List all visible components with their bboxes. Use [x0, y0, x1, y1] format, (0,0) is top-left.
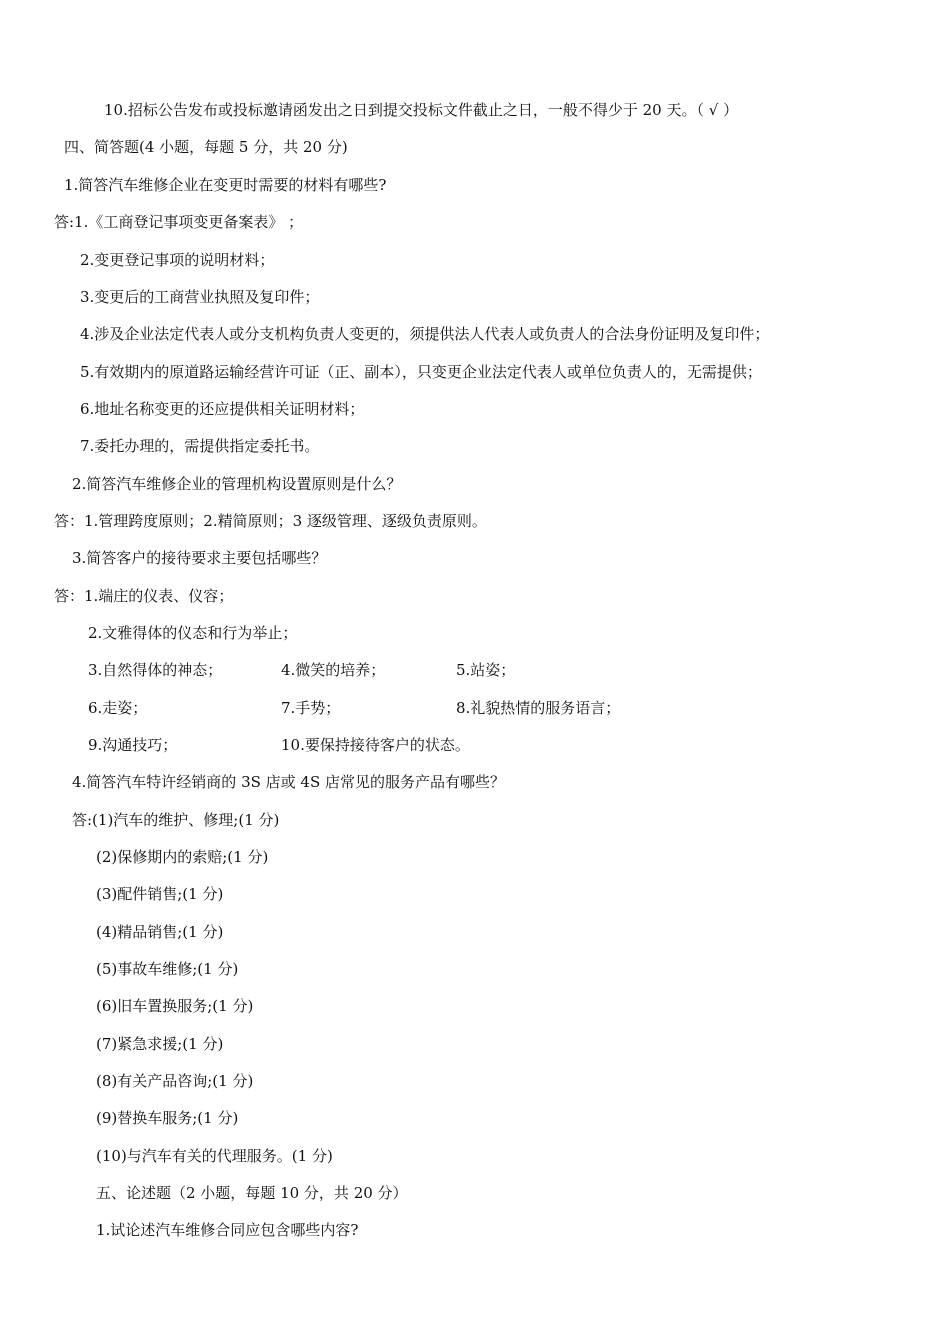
- answer-1-item-2: 2.变更登记事项的说明材料；: [80, 251, 275, 269]
- answer-4-item-5: (5)事故车维修;(1 分): [96, 960, 239, 978]
- answer-3-item-2: 2.文雅得体的仪态和行为举止；: [88, 624, 298, 642]
- answer-4-item-3: (3)配件销售;(1 分): [96, 885, 224, 903]
- answer-2: 答：1.管理跨度原则；2.精简原则；3 逐级管理、逐级负责原则。: [54, 512, 487, 530]
- true-false-item-10: 10.招标公告发布或投标邀请函发出之日到提交投标文件截止之日，一般不得少于 20 天。（ √ ）: [104, 101, 739, 119]
- answer-3-item-10: 10.要保持接待客户的状态。: [281, 736, 470, 754]
- answer-4-item-2: (2)保修期内的索赔;(1 分): [96, 848, 269, 866]
- answer-3-item-6: 6.走姿；: [88, 699, 148, 717]
- answer-4-item-4: (4)精品销售;(1 分): [96, 923, 224, 941]
- answer-4-item-7: (7)紧急求援;(1 分): [96, 1035, 224, 1053]
- section-heading-essay: 五、论述题（2 小题，每题 10 分，共 20 分）: [96, 1184, 408, 1202]
- answer-3-item-8: 8.礼貌热情的服务语言；: [456, 699, 621, 717]
- question-3: 3.简答客户的接待要求主要包括哪些？: [72, 549, 327, 567]
- answer-1-item-6: 6.地址名称变更的还应提供相关证明材料；: [80, 400, 365, 418]
- answer-1-item-7: 7.委托办理的，需提供指定委托书。: [80, 437, 320, 455]
- answer-4-item-1: 答:(1)汽车的维护、修理;(1 分): [72, 811, 280, 829]
- answer-3-item-5: 5.站姿；: [456, 661, 516, 679]
- answer-3-item-1: 答：1.端庄的仪表、仪容；: [54, 587, 234, 605]
- answer-4-item-9: (9)替换车服务;(1 分): [96, 1109, 239, 1127]
- question-4: 4.简答汽车特许经销商的 3S 店或 4S 店常见的服务产品有哪些？: [72, 773, 506, 791]
- answer-4-item-6: (6)旧车置换服务;(1 分): [96, 997, 254, 1015]
- answer-1-item-3: 3.变更后的工商营业执照及复印件；: [80, 288, 320, 306]
- answer-1-item-5: 5.有效期内的原道路运输经营许可证（正、副本），只变更企业法定代表人或单位负责人的，无需提供；: [80, 363, 762, 381]
- answer-3-item-3: 3.自然得体的神态；: [88, 661, 223, 679]
- answer-4-item-8: (8)有关产品咨询;(1 分): [96, 1072, 254, 1090]
- answer-3-item-4: 4.微笑的培养；: [281, 661, 386, 679]
- essay-question-1: 1.试论述汽车维修合同应包含哪些内容?: [96, 1221, 359, 1239]
- question-2: 2.简答汽车维修企业的管理机构设置原则是什么？: [72, 475, 402, 493]
- answer-3-item-7: 7.手势；: [281, 699, 341, 717]
- answer-1-item-4: 4.涉及企业法定代表人或分支机构负责人变更的，须提供法人代表人或负责人的合法身份证明及复印件；: [80, 325, 770, 343]
- question-1: 1.简答汽车维修企业在变更时需要的材料有哪些?: [64, 176, 387, 194]
- answer-1-item-1: 答:1.《工商登记事项变更备案表》 ；: [54, 213, 304, 231]
- answer-3-item-9: 9.沟通技巧；: [88, 736, 178, 754]
- answer-4-item-10: (10)与汽车有关的代理服务。(1 分): [96, 1147, 333, 1165]
- section-heading-short-answer: 四、简答题(4 小题，每题 5 分，共 20 分): [64, 138, 348, 156]
